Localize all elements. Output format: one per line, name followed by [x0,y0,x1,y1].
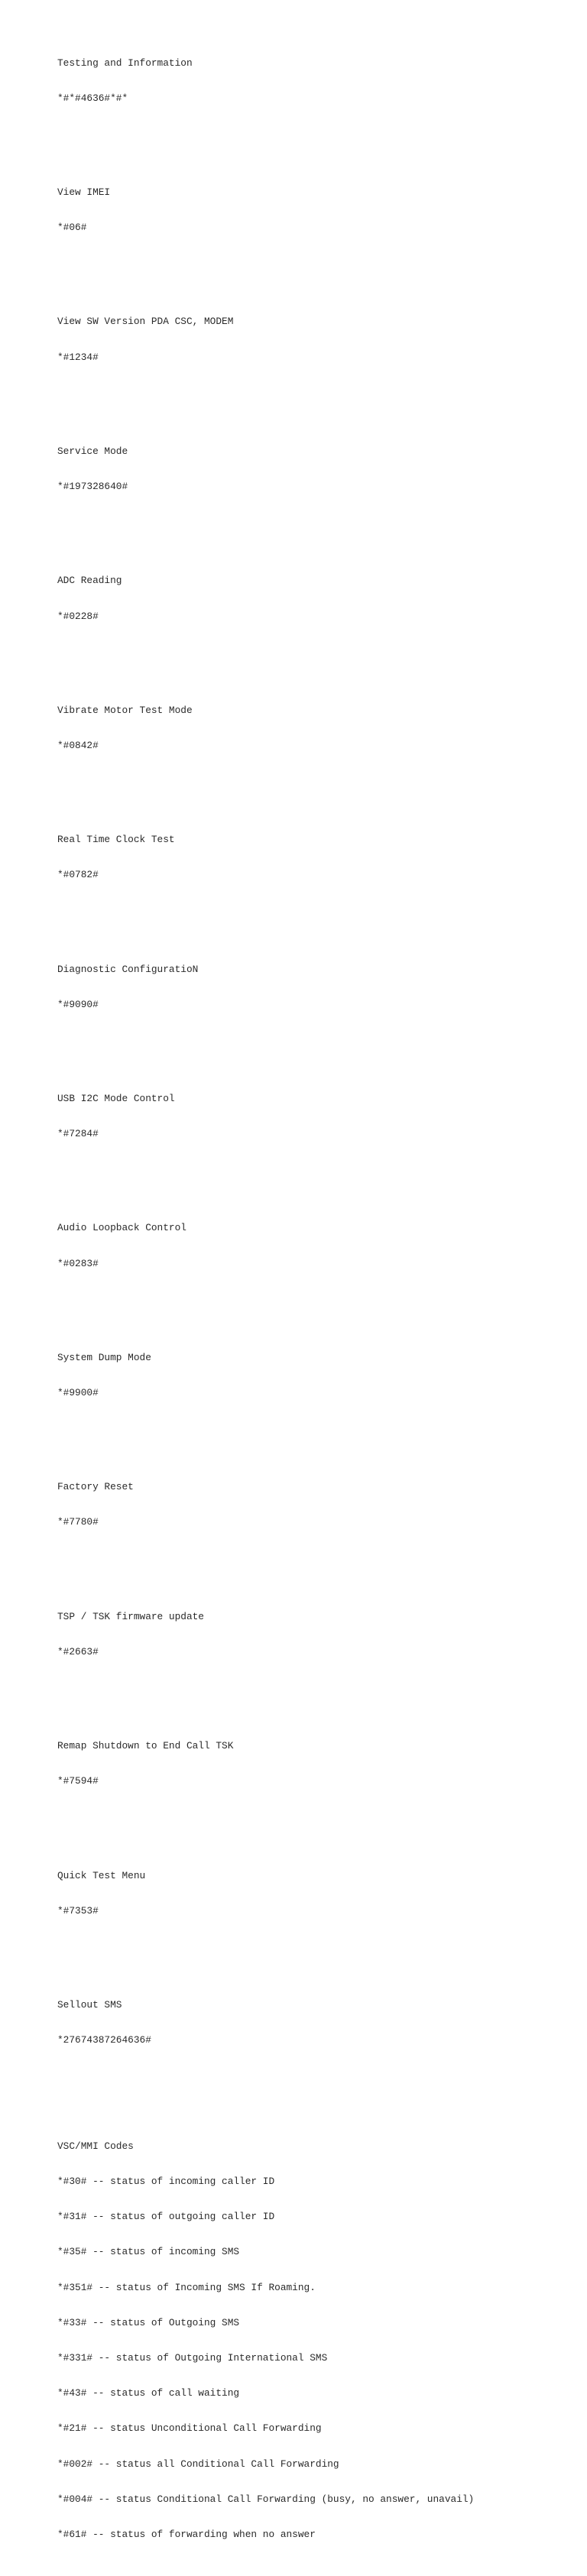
entry-title: Real Time Clock Test [57,834,175,846]
entry-title: ADC Reading [57,575,122,587]
vsc-line: *#331# -- status of Outgoing International SMS [57,2352,328,2364]
code-entry [57,34,577,128]
entry-title: Remap Shutdown to End Call TSK [57,1740,234,1752]
entry-title: Audio Loopback Control [57,1222,186,1234]
vsc-line: *#002# -- status all Conditional Call Forwarding [57,2458,339,2470]
code-entry [57,681,577,775]
vsc-section [57,2117,577,2564]
entry-title: Quick Test Menu [57,1869,146,1881]
entry-title: Diagnostic ConfiguratioN [57,963,199,975]
entry-title: System Dump Mode [57,1351,151,1363]
entry-code: *#06# [57,222,87,234]
entry-code: *27674387264636# [57,2034,151,2046]
vsc-line: *#33# -- status of Outgoing SMS [57,2316,240,2328]
code-entry [57,1716,577,1810]
code-entry [57,1846,577,1940]
entry-code: *#0842# [57,739,99,751]
entry-code: *#9900# [57,1387,99,1399]
vsc-line: *#31# -- status of outgoing caller ID [57,2211,275,2223]
entry-code: *#*#4636#*#* [57,92,128,104]
entry-title: USB I2C Mode Control [57,1093,175,1104]
entry-title: Sellout SMS [57,1998,122,2011]
code-entry [57,422,577,516]
code-entry [57,1199,577,1293]
entry-title: Factory Reset [57,1481,134,1493]
vsc-line: *#004# -- status Conditional Call Forwarding (busy, no answer, unavail) [57,2493,475,2505]
vsc-line: *#43# -- status of call waiting [57,2387,240,2399]
entry-code: *#197328640# [57,481,128,493]
entry-title: View IMEI [57,186,111,199]
entry-title: View SW Version PDA CSC, MODEM [57,316,234,328]
code-entry [57,940,577,1034]
code-entry [57,163,577,257]
entry-code: *#0782# [57,869,99,881]
entry-code: *#0228# [57,610,99,622]
vsc-line: *#351# -- status of Incoming SMS If Roaming. [57,2281,316,2293]
vsc-line: *#35# -- status of incoming SMS [57,2246,240,2258]
entry-title: Testing and Information [57,57,193,69]
code-entry [57,1975,577,2069]
code-entry [57,1587,577,1681]
code-entry [57,1328,577,1422]
entry-code: *#9090# [57,998,99,1010]
codes-document [57,10,577,2576]
entry-code: *#7284# [57,1128,99,1140]
code-entry [57,1069,577,1163]
vsc-line: *#30# -- status of incoming caller ID [57,2175,275,2187]
entry-code: *#1234# [57,351,99,363]
entry-title: TSP / TSK firmware update [57,1610,204,1622]
vsc-line: *#61# -- status of forwarding when no answer [57,2529,316,2541]
entry-code: *#0283# [57,1257,99,1269]
entry-code: *#7780# [57,1516,99,1528]
entry-title: Vibrate Motor Test Mode [57,704,193,716]
code-entry [57,810,577,904]
vsc-line: *#21# -- status Unconditional Call Forwarding [57,2422,322,2435]
code-entry [57,552,577,646]
entry-code: *#2663# [57,1645,99,1657]
code-entry [57,293,577,387]
entry-code: *#7594# [57,1775,99,1787]
code-entry [57,1457,577,1551]
vsc-title: VSC/MMI Codes [57,2140,134,2152]
entry-code: *#7353# [57,1904,99,1917]
entry-title: Service Mode [57,445,128,457]
